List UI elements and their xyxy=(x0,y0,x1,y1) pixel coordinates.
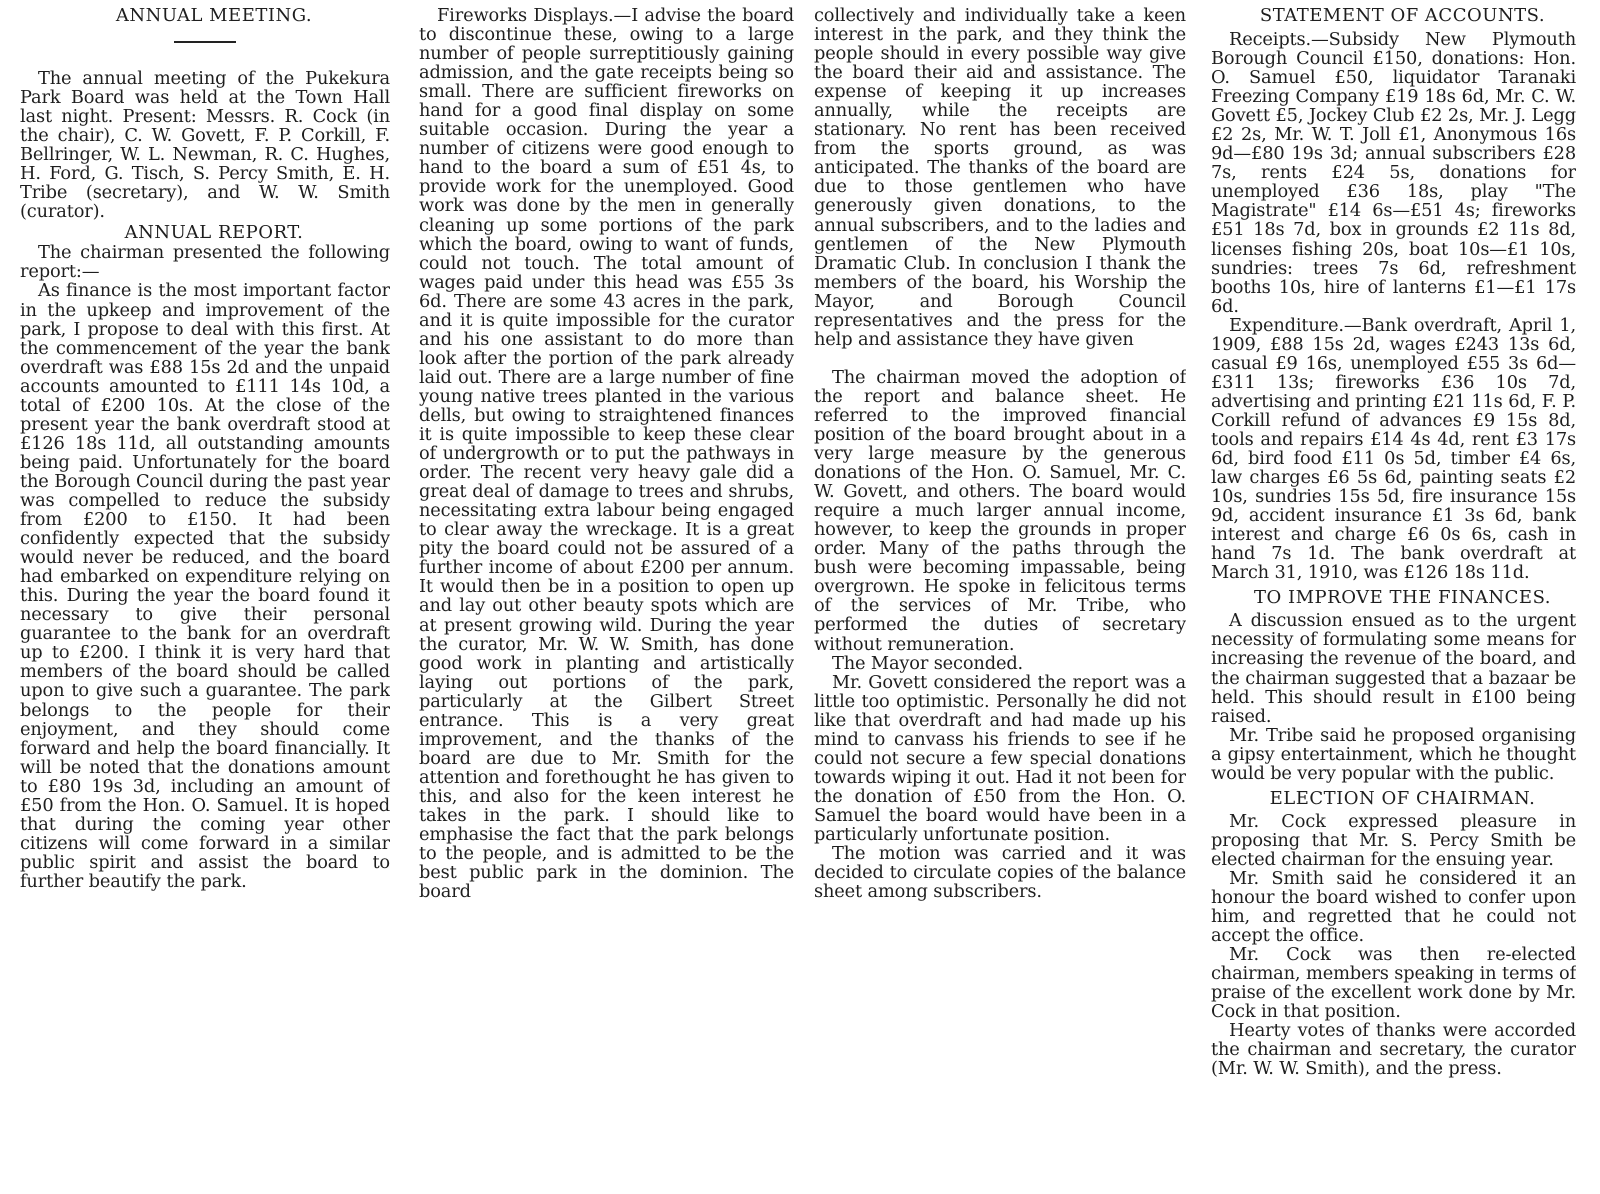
section-heading: ANNUAL REPORT. xyxy=(124,222,304,244)
title-rule xyxy=(174,41,236,43)
column-3 xyxy=(814,6,1186,1186)
paragraph: A discussion ensued as to the urgent necessity of formulating some means for increasing the revenue of the board, and the chairman suggested that a bazaar be held. This should result in £100 being raised. xyxy=(1211,610,1576,727)
paragraph: Receipts.—Subsidy New Plymouth Borough Council £150, donations: Hon. O. Samuel £50, liquidator Taranaki Freezing Company £19 18s 6d, Mr. C. W. Govett £5, Jockey Club £2 2s, Mr. J. Legg £2 2s, Mr. W. T. Joll £1, Anonymous 16s 9d—£80 19s 3d; annual subscribers £28 7s, rents £24 5s, donations for unemployed £36 18s, play "The Magistrate" £14 6s—£51 4s; fireworks £51 18s 7d, box in grounds £2 11s 8d, licenses fishing 20s, boat 10s—£1 10s, sundries: trees 7s 6d, refreshment booths 10s, hire of lanterns £1—£1 17s 6d. xyxy=(1211,29,1576,317)
paragraph: The chairman presented the following report:— xyxy=(20,242,390,283)
column-2 xyxy=(419,6,794,1186)
paragraph: The chairman moved the adoption of the report and balance sheet. He referred to the improved financial position of the board brought about in a very large measure by the generous donations of the Hon. O. Samuel, Mr. C. W. Govett, and others. The board would require a much larger annual income, however, to keep the grounds in proper order. Many of the paths through the bush were becoming impassable, being overgrown. He spoke in felicitous terms of the services of Mr. Tribe, who performed the duties of secretary without remuneration. xyxy=(814,366,1186,655)
paragraph: Expenditure.—Bank overdraft, April 1, 1909, £88 15s 2d, wages £243 13s 6d, casual £9 16s, unemployed £55 3s 6d—£311 13s; fireworks £36 10s 7d, advertising and printing £21 11s 6d, F. P. Corkill refund of advances £9 15s 8d, tools and repairs £14 4s 4d, rent £3 17s 6d, bird food £11 0s 5d, timber £4 6s, law charges £6 5s 6d, painting seats £2 10s, sundries 15s 5d, fire insurance 15s 9d, accident insurance £1 3s 6d, bank interest and charge £6 0s 6s, cash in hand 7s 1d. The bank overdraft at March 31, 1910, was £126 18s 11d. xyxy=(1211,314,1576,584)
paragraph: The Mayor seconded. xyxy=(832,652,1024,674)
paragraph: Mr. Govett considered the report was a little too optimistic. Personally he did not like that overdraft and had made up his mind to canvass his friends to see if he could not secure a few special donations towards wiping it out. Had it not been for the donation of £50 from the Hon. O. Samuel the board would have been in a particularly unfortunate position. xyxy=(814,671,1186,845)
paragraph-gap xyxy=(814,349,1186,368)
paragraph: Mr. Cock expressed pleasure in proposing that Mr. S. Percy Smith be elected chairman for the ensuing year. xyxy=(1211,810,1576,870)
paragraph: As finance is the most important factor in the upkeep and improvement of the park, I propose to deal with this first. At the commencement of the year the bank overdraft was £88 15s 2d and the unpaid accounts amounted to £111 14s 10d, a total of £200 10s. At the close of the present year the bank overdraft stood at £126 18s 11d, all outstanding amounts being paid. Unfortunately for the board the Borough Council during the past year was compelled to reduce the subsidy from £200 to £150. It had been confidently expected that the subsidy would never be reduced, and the board had embarked on expenditure relying on this. During the year the board found it necessary to give their personal guarantee to the bank for an overdraft up to £200. I think it is very hard that members of the board should be called upon to give such a guarantee. The park belongs to the people for their enjoyment, and they should come forward and help the board financially. It will be noted that the donations amount to £80 19s 3d, including an amount of £50 from the Hon. O. Samuel. It is hoped that during the coming year other citizens will come forward in a similar public spirit and assist the board to further beautify the park. xyxy=(20,280,390,892)
paragraph: The annual meeting of the Pukekura Park Board was held at the Town Hall last night. Present: Messrs. R. Cock (in the chair), C. W. Govett, F. P. Corkill, F. Bellringer, W. L. Newman, R. C. Hughes, H. Ford, G. Tisch, S. Percy Smith, E. H. Tribe (secretary), and W. W. Smith (curator). xyxy=(20,68,390,223)
paragraph: Hearty votes of thanks were accorded the chairman and secretary, the curator (Mr. W. W. Smith), and the press. xyxy=(1211,1020,1576,1080)
section-heading: ELECTION OF CHAIRMAN. xyxy=(1269,787,1536,809)
paragraph: Fireworks Displays.—I advise the board to discontinue these, owing to a large number of people surreptitiously gaining admission, and the gate receipts being so small. There are sufficient fireworks on hand for a good final display on some suitable occasion. During the year a number of citizens were good enough to hand to the board a sum of £51 4s, to provide work for the unemployed. Good work was done by the men in generally cleaning up some portions of the park which the board, owing to want of funds, could not touch. The total amount of wages paid under this head was £55 3s 6d. There are some 43 acres in the park, and it is quite impossible for the curator and his one assistant to do more than look after the portion of the park already laid out. There are a large number of fine young native trees planted in the various dells, but owing to straightened finances it is quite impossible to keep these clear of undergrowth or to put the pathways in order. The recent very heavy gale did a great deal of damage to trees and shrubs, necessitating extra labour being engaged to clear away the wreckage. It is a great pity the board could not be assured of a further income of about £200 per annum. It would then be in a position to open up and lay out other beauty spots which are at present growing wild. During the year the curator, Mr. W. W. Smith, has done good work in planting and artistically laying out portions of the park, particularly at the Gilbert Street entrance. This is a very great improvement, and the thanks of the board are due to Mr. Smith for the attention and forethought he has given to this, and also for the keen interest he takes in the park. I should like to emphasise the fact that the park belongs to the people, and is admitted to be the best public park in the dominion. The board xyxy=(419,6,794,903)
paragraph: Mr. Cock was then re-elected chairman, members speaking in terms of praise of the excellent work done by Mr. Cock in that position. xyxy=(1211,944,1576,1023)
section-heading: TO IMPROVE THE FINANCES. xyxy=(1254,587,1551,609)
paragraph: The motion was carried and it was decided to circulate copies of the balance sheet among subscribers. xyxy=(814,843,1186,903)
column-1 xyxy=(20,6,390,1186)
paragraph: Mr. Smith said he considered it an honour the board wished to confer upon him, and regretted that he could not accept the office. xyxy=(1211,867,1576,947)
column-4 xyxy=(1211,6,1576,1186)
paragraph: Mr. Tribe said he proposed organising a gipsy entertainment, which he thought would be very popular with the public. xyxy=(1211,724,1576,784)
continued-paragraph: collectively and individually take a keen interest in the park, and they think the people should in every possible way give the board their aid and assistance. The expense of keeping it up increases annually, while the receipts are stationary. No rent has been received from the sports ground, as was anticipated. The thanks of the board are due to those gentlemen who have generously given donations, to the annual subscribers, and to the ladies and gentlemen of the New Plymouth Dramatic Club. In conclusion I thank the members of the board, his Worship the Mayor, and Borough Council representatives and the press for the help and assistance they have given xyxy=(814,6,1186,350)
article-title: ANNUAL MEETING. xyxy=(115,6,313,26)
section-heading: STATEMENT OF ACCOUNTS. xyxy=(1259,6,1546,26)
